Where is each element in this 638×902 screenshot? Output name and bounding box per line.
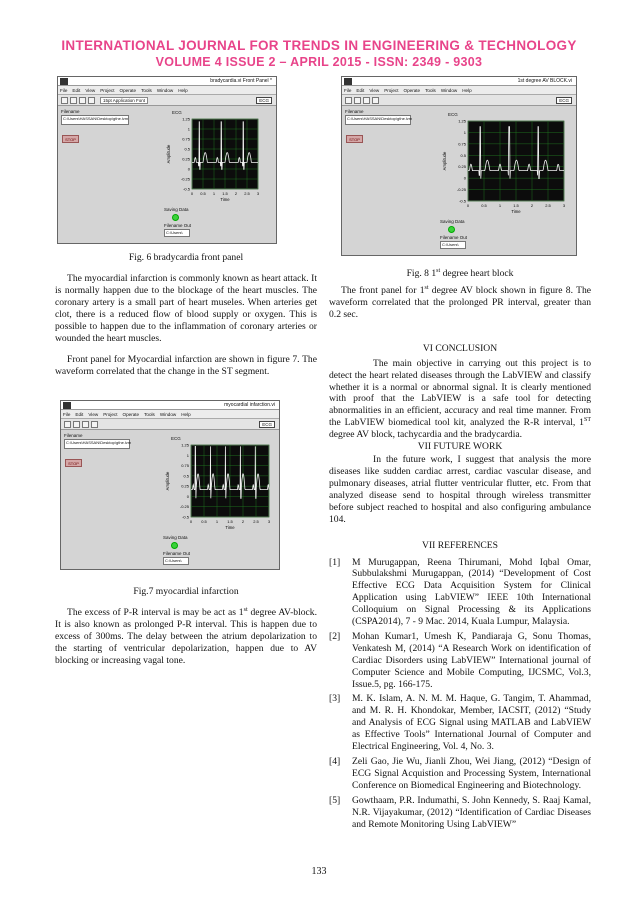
menu-item-edit[interactable]: Edit [75,411,84,417]
saving-data-led [172,214,179,221]
left-p3-text-a: The excess of P-R interval is may be act as 1 [67,607,244,619]
reference-text: Zeli Gao, Jie Wu, Jianli Zhou, Wei Jiang, (2012) “Design of ECG Signal Acquistion and Processing System, International Conference on Biomedical Engineering and Biotechnology. [352,756,591,791]
saving-data-label: Saving Data [164,207,189,212]
graph-y-tick-label: 1.25 [182,117,190,122]
stop-button[interactable]: STOP [65,459,82,467]
graph-x-tick-label: 2 [530,203,534,208]
graph-x-tick-label: 0.5 [481,203,487,208]
filename-out-field[interactable]: C:\Users\ [164,229,190,237]
menu-bar [342,86,576,95]
graph-y-tick-label: 0.75 [458,141,466,147]
left-column [55,76,317,667]
ecg-waveform-graph [160,117,266,209]
saving-data-led [448,226,455,233]
graph-y-tick-label: 0 [187,166,190,172]
abort-icon[interactable] [363,97,370,104]
graph-x-tick-label: 2.5 [545,203,551,208]
run-continuous-icon[interactable] [354,97,361,104]
graph-y-axis-label: Amplitude [442,151,447,171]
reference-item [329,795,591,831]
graph-y-tick-label: 0.75 [182,136,190,142]
graph-y-tick-label: 0.5 [183,473,189,479]
right-p1-text-b: degree AV block shown in figure 8. The waveform correlated that the prolonged PR interval, greater than 0.2 sec. [329,285,592,320]
fig8-caption-a: Fig. 8 1 [406,268,437,279]
menu-item-window[interactable]: Window [159,411,177,417]
graph-x-axis-label: Time [220,197,230,202]
graph-y-tick-label: 1 [186,453,189,459]
graph-x-tick-label: 0 [466,203,470,208]
ecg-waveform-graph [159,443,277,537]
left-p3-text-b: degree AV-block. It is also known as prolonged P-R interval. This is happen due to excess of 300ms. The delay between the atrium depolarization to the starting of ventricular depolarization, happen due to AV blocking or increasing vagal tone. [55,607,317,666]
fig8-labview-window [341,76,577,256]
right-paragraph-1 [329,285,591,321]
menu-item-help[interactable]: Help [178,87,188,93]
run-arrow-icon[interactable] [345,97,352,104]
graph-x-tick-label: 2 [241,519,245,525]
reference-number: [5] [329,794,341,806]
labview-app-icon [60,78,68,85]
window-title: 1st degree AV BLOCK.vi [517,78,572,84]
future-work-paragraph: In the future work, I suggest that analysis the more diseases like sudden cardiac arrest, cardiac vascular disease, and pulmonary diseases, atrial flutter ventricular flutter, etc. From that analyzed disease send to hospital through wireless transmitter before subject reached to hospital and also configuring ambulance 104. [329,454,591,525]
left-p3-sup: st [243,607,248,614]
run-continuous-icon[interactable] [73,421,80,428]
saving-data-label: Saving Data [440,219,465,224]
fig6-labview-window [57,76,277,244]
graph-y-tick-label: 0 [463,175,466,181]
labview-app-icon [63,402,71,409]
ecg-toolbar-button[interactable]: ECG [259,421,275,428]
graph-x-tick-label: 2.5 [244,191,250,196]
graph-y-tick-label: 0.5 [460,152,466,158]
future-work-heading: VII FUTURE WORK [417,441,503,453]
menu-item-view[interactable]: View [369,87,380,93]
menu-item-edit[interactable]: Edit [72,87,81,93]
run-arrow-icon[interactable] [61,97,68,104]
fig8-caption-sup: st [436,267,441,274]
reference-item [329,631,591,691]
menu-item-operate[interactable]: Operate [119,87,137,93]
reference-text: Gowthaam, P.R. Indumathi, S. John Kennedy, S. Raaj Kamal, N.R. Vijayakumar, (2012) “Identification of Cardiac Diseases and Remote Monitoring Using LabVIEW” [352,794,591,830]
reference-text: M. K. Islam, A. N. M. M. Haque, G. Tangim, T. Ahammad, and M. R. H. Khondokar, Member, IACSIT, (2012) “Study and Analysis of ECG Signal using MATLAB and LabVIEW as Effective Tools” International Journal of Computer and Electrical Engineering, Vol. 4, No. 3. [352,693,591,753]
menu-item-project[interactable]: Project [100,87,115,93]
filename-field[interactable]: C:\Users\HASSAN\Desktop\gthe.lvm [345,115,411,125]
reference-number: [1] [329,556,341,568]
menu-item-project[interactable]: Project [384,87,399,93]
ecg-graph-label: ECG [172,110,182,115]
window-title: myocardial infarction.vi [224,402,275,409]
fig8-caption [329,268,591,279]
toolbar [342,95,576,106]
reference-item [329,756,591,792]
filename-field[interactable]: C:\Users\HASSAN\Desktop\gthe.lvm [61,115,129,125]
window-titlebar [58,77,276,86]
reference-text: M Murugappan, Reena Thirumani, Mohd Iqbal Omar, Subbulakshmi Murugappan, (2014) “Development of Cost Effective ECG Data Acquisition System for Clinical Application using LabVIEW” IEEE 10th International Colloquium on Signal Processing & its Applications (CSPA2014), 7 - 9 Mac. 2014, Kuala Lumpur, Malaysia. [352,556,591,628]
saving-data-led [171,542,178,549]
reference-number: [2] [329,630,341,642]
ecg-toolbar-button[interactable]: ECG [256,97,272,104]
menu-item-tools[interactable]: Tools [425,87,436,93]
graph-x-tick-label: 3 [267,519,271,525]
graph-x-tick-label: 1.5 [222,191,228,196]
reference-number: [3] [329,693,341,705]
menu-item-view[interactable]: View [88,411,99,417]
filename-field[interactable]: C:\Users\HASSAN\Desktop\gthe.lvm [64,439,130,449]
ecg-toolbar-button[interactable]: ECG [556,97,572,104]
pause-icon[interactable] [91,421,98,428]
graph-y-tick-label: 1 [187,126,190,132]
graph-y-tick-label: 1.25 [181,443,189,448]
graph-x-tick-label: 3 [562,203,566,208]
references-heading: VII REFERENCES [422,539,498,551]
graph-y-tick-label: 0.25 [182,156,190,162]
graph-y-tick-label: -0.5 [182,514,189,520]
graph-x-tick-label: 3 [256,191,260,196]
journal-volume: VOLUME 4 ISSUE 2 – APRIL 2015 - ISSN: 2349 - 9303 [155,55,483,69]
journal-header [0,38,638,69]
run-continuous-icon[interactable] [70,97,77,104]
graph-x-axis-label: Time [225,525,235,531]
graph-x-tick-label: 2.5 [253,519,259,525]
graph-x-tick-label: 1.5 [227,519,233,525]
reference-item [329,693,591,753]
pause-icon[interactable] [88,97,95,104]
abort-icon[interactable] [79,97,86,104]
graph-y-tick-label: -0.25 [180,176,190,182]
menu-item-tools[interactable]: Tools [144,411,155,417]
menu-item-tools[interactable]: Tools [141,87,152,93]
right-p1-sup: st [424,284,429,291]
menu-bar [61,410,279,419]
filename-out-label: Filename Out [164,223,192,228]
graph-y-tick-label: 0.5 [184,146,190,152]
graph-y-tick-label: 1 [463,129,466,135]
window-titlebar [342,77,576,86]
menu-item-project[interactable]: Project [103,411,118,417]
graph-x-tick-label: 1 [212,191,216,196]
reference-list [329,557,591,831]
run-arrow-icon[interactable] [64,421,71,428]
labview-app-icon [344,78,352,85]
graph-y-tick-label: 0.25 [181,483,189,489]
conclusion-text-a: The main objective in carrying out this project is to detect the heart related diseases through the LabVIEW and classify whether it is a normal or abnormal signal. It is clearly mentioned with proof that the LabVIEW is a safe tool for detecting abnormalities in an efficient, accuracy and real time manner. From the LabVIEW biomedical tool kit, analyzed the R-R interval, 1 [329,357,591,429]
toolbar [61,419,279,430]
graph-x-tick-label: 1 [498,203,502,208]
conclusion-sup: ST [583,417,591,424]
graph-y-tick-label: -0.25 [456,187,466,193]
conclusion-paragraph [329,358,591,441]
left-paragraph-3 [55,607,317,667]
fig8-caption-b: degree heart block [440,268,514,279]
toolbar [58,95,276,106]
graph-y-tick-label: 1.25 [458,119,466,124]
graph-y-tick-label: 0.75 [181,463,189,469]
conclusion-heading: VI CONCLUSION [422,342,498,354]
graph-y-axis-label: Amplitude [165,471,170,491]
font-dropdown[interactable]: 15pt Application Font [100,97,148,104]
menu-item-help[interactable]: Help [462,87,472,93]
ecg-waveform-graph [436,119,572,221]
journal-title: INTERNATIONAL JOURNAL FOR TRENDS IN ENGINEERING & TECHNOLOGY [61,38,577,53]
graph-y-tick-label: 0 [186,494,189,500]
graph-x-tick-label: 1 [215,519,219,525]
ecg-graph-label: ECG [448,112,458,117]
menu-item-file[interactable]: File [60,87,68,93]
window-titlebar [61,401,279,410]
left-paragraph-1: The myocardial infarction is commonly known as heart attack. It is normally happen due to the blockage of the heart muscles. The coronary artery is a small part of heart museles. When arteries get clot, there is a reduced flow of blood supply or oxygen. This is possible to happen due to the inflammation of coronary arteries or wounded the heart muscles. [55,273,317,344]
menu-item-edit[interactable]: Edit [356,87,365,93]
menu-bar [58,86,276,95]
graph-y-tick-label: -0.5 [183,186,190,192]
reference-number: [4] [329,756,341,767]
graph-x-tick-label: 0.5 [200,191,206,196]
filename-out-label: Filename Out [440,235,468,240]
left-paragraph-2: Front panel for Myocardial infarction are shown in figure 7. The waveform correlated that the change in the ST segment. [55,354,317,378]
menu-item-operate[interactable]: Operate [122,411,140,417]
filename-label: Filename [64,433,83,439]
stop-button[interactable]: STOP [346,135,363,143]
conclusion-text-b: degree AV block, tachycardia and the bradycardia. [329,429,523,441]
abort-icon[interactable] [82,421,89,428]
menu-item-view[interactable]: View [85,87,96,93]
graph-x-tick-label: 1.5 [513,203,519,208]
reference-text: Mohan Kumar1, Umesh K, Pandiaraja G, Sonu Thomas, Venkatesh M, (2014) “A Research Work on identification of Cardiac Disorders using LabVIEW” International journal of Computer Science and Mobile Computing, IJCSMC, Vol.3, Issue.5, pg. 166-175. [352,630,591,690]
menu-item-file[interactable]: File [344,87,352,93]
fig7-caption: Fig.7 myocardial infarction [133,586,239,598]
menu-item-window[interactable]: Window [440,87,458,93]
ecg-graph-label: ECG [171,436,181,442]
menu-item-help[interactable]: Help [181,411,191,417]
graph-y-tick-label: -0.25 [179,504,189,510]
saving-data-label: Saving Data [163,535,188,541]
window-title: bradycardia.vi Front Panel * [210,78,272,84]
stop-button[interactable]: STOP [62,135,79,143]
page-number: 133 [311,866,327,877]
filename-out-field[interactable]: C:\Users\ [163,557,189,565]
right-p1-text-a: The front panel for 1 [341,285,425,296]
graph-y-tick-label: 0.25 [458,164,466,170]
fig6-caption: Fig. 6 bradycardia front panel [128,252,244,263]
right-column [329,76,591,833]
graph-x-tick-label: 2 [234,191,238,196]
menu-item-file[interactable]: File [63,411,71,417]
menu-item-window[interactable]: Window [156,87,174,93]
graph-x-tick-label: 0.5 [201,519,207,525]
filename-out-label: Filename Out [163,551,191,557]
filename-out-field[interactable]: C:\Users\ [440,241,466,249]
graph-y-tick-label: -0.5 [459,198,466,204]
pause-icon[interactable] [372,97,379,104]
graph-x-tick-label: 0 [190,191,194,196]
menu-item-operate[interactable]: Operate [403,87,421,93]
graph-y-axis-label: Amplitude [166,144,171,164]
filename-label: Filename [61,109,80,114]
filename-label: Filename [345,109,364,114]
graph-x-axis-label: Time [511,209,521,214]
reference-item [329,557,591,628]
graph-x-tick-label: 0 [189,519,193,525]
fig7-labview-window [60,400,280,570]
